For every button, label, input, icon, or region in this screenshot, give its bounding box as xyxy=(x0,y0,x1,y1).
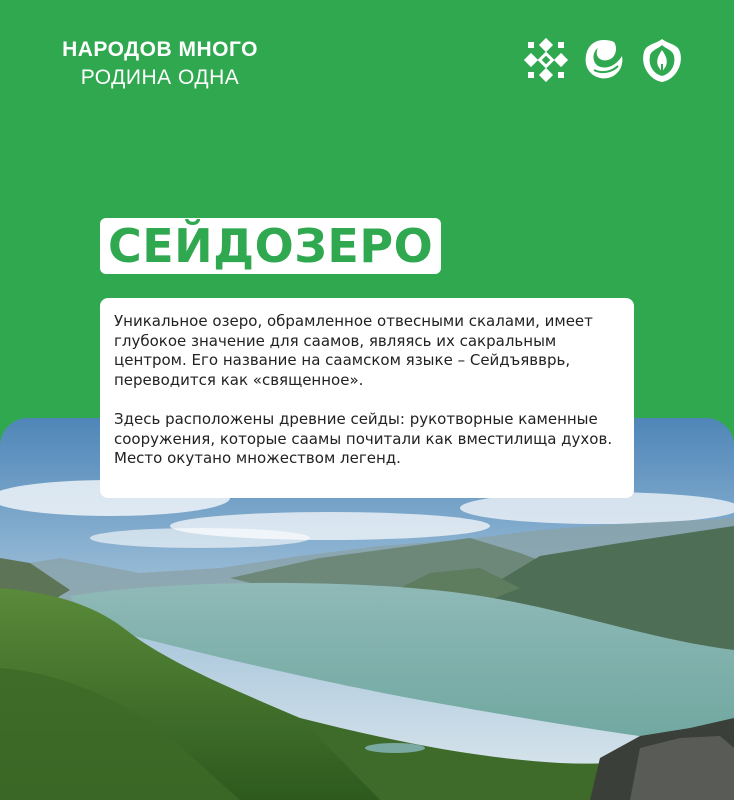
logos xyxy=(522,36,686,84)
description-paragraph-1: Уникальное озеро, обрамленное отвесными скалами, имеет глубокое значение для саамов, являясь их сакральным центром. Его название на саамском языке – Сейдъявврь, переводится как «священное». xyxy=(114,312,593,389)
header-title-line2: РОДИНА ОДНА xyxy=(80,66,240,89)
header-title xyxy=(40,36,280,92)
header-title-line1: НАРОДОВ МНОГО xyxy=(62,38,258,61)
heading-box xyxy=(100,218,441,274)
bird-logo xyxy=(580,36,628,84)
page-title: СЕЙДОЗЕРО xyxy=(108,219,434,273)
description-card xyxy=(100,298,634,498)
description-paragraph-2: Здесь расположены древние сейды: рукотворные каменные сооружения, которые саамы почитали как вместилища духов. Место окутано множеством легенд. xyxy=(114,410,613,467)
tree-emblem-logo xyxy=(638,36,686,84)
ornament-logo xyxy=(522,36,570,84)
